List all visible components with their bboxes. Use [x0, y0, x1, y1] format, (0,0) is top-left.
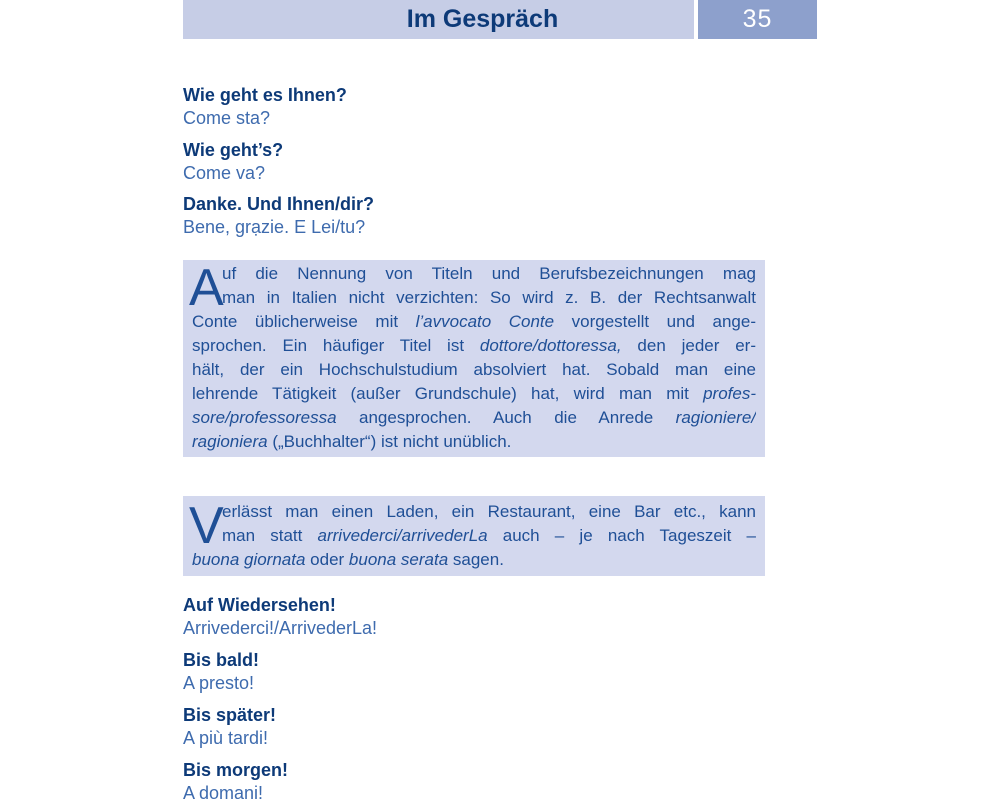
- info-box-titles: [183, 260, 765, 457]
- phrase-entry: [183, 84, 743, 130]
- info-line: ragioniera („Buchhalter“) ist nicht unüblich.: [192, 432, 512, 451]
- info-line: uf die Nennung von Titeln und Berufsbezeichnungen mag: [222, 264, 756, 283]
- phrase-italian: A presto!: [183, 673, 255, 693]
- info-line: man statt arrivederci/arrivederLa auch – je nach Tageszeit –: [222, 526, 756, 545]
- phrase-german: Bis später!: [183, 705, 277, 725]
- info-line: buona giornata oder buona serata sagen.: [192, 550, 504, 569]
- info-box-farewell: [183, 496, 765, 576]
- phrase-entry: [183, 759, 743, 800]
- phrase-entry: [183, 704, 743, 750]
- phrase-german: Wie geht’s?: [183, 140, 284, 160]
- drop-cap: V: [189, 497, 224, 555]
- phrase-italian: Bene, grạzie. E Lei/tu?: [183, 217, 366, 237]
- phrase-german: Bis bald!: [183, 650, 260, 670]
- phrase-italian: A domani!: [183, 783, 264, 800]
- info-line: erlässt man einen Laden, ein Restaurant, eine Bar etc., kann: [222, 502, 756, 521]
- phrase-entry: [183, 139, 743, 185]
- info-line: lehrende Tätigkeit (außer Grundschule) hat, wird man mit profes-: [192, 384, 756, 403]
- phrase-italian: Come sta?: [183, 108, 271, 128]
- phrase-german: Bis morgen!: [183, 760, 289, 780]
- phrase-italian: Arrivederci!/ArrivederLa!: [183, 618, 378, 638]
- phrase-entry: [183, 649, 743, 695]
- info-line: man in Italien nicht verzichten: So wird z. B. der Rechtsanwalt: [222, 288, 756, 307]
- info-line: Conte üblicherweise mit l’avvocato Conte vorgestellt und ange-: [192, 312, 756, 331]
- phrase-italian: Come va?: [183, 163, 266, 183]
- phrase-italian: A più tardi!: [183, 728, 269, 748]
- phrase-german: Auf Wiedersehen!: [183, 595, 336, 615]
- info-line: sore/professoressa angesprochen. Auch die Anrede ragioniere/: [192, 408, 756, 427]
- chapter-title: Im Gespräch: [183, 0, 694, 39]
- page-number: 35: [698, 0, 817, 39]
- phrase-german: Wie geht es Ihnen?: [183, 85, 347, 105]
- drop-cap: A: [189, 259, 224, 317]
- phrase-entry: [183, 193, 743, 239]
- info-line: hält, der ein Hochschulstudium absolviert hat. Sobald man eine: [192, 360, 756, 379]
- phrase-german: Danke. Und Ihnen/dir?: [183, 194, 375, 214]
- info-line: sprochen. Ein häufiger Titel ist dottore/dottoressa, den jeder er-: [192, 336, 756, 355]
- phrase-entry: [183, 594, 743, 640]
